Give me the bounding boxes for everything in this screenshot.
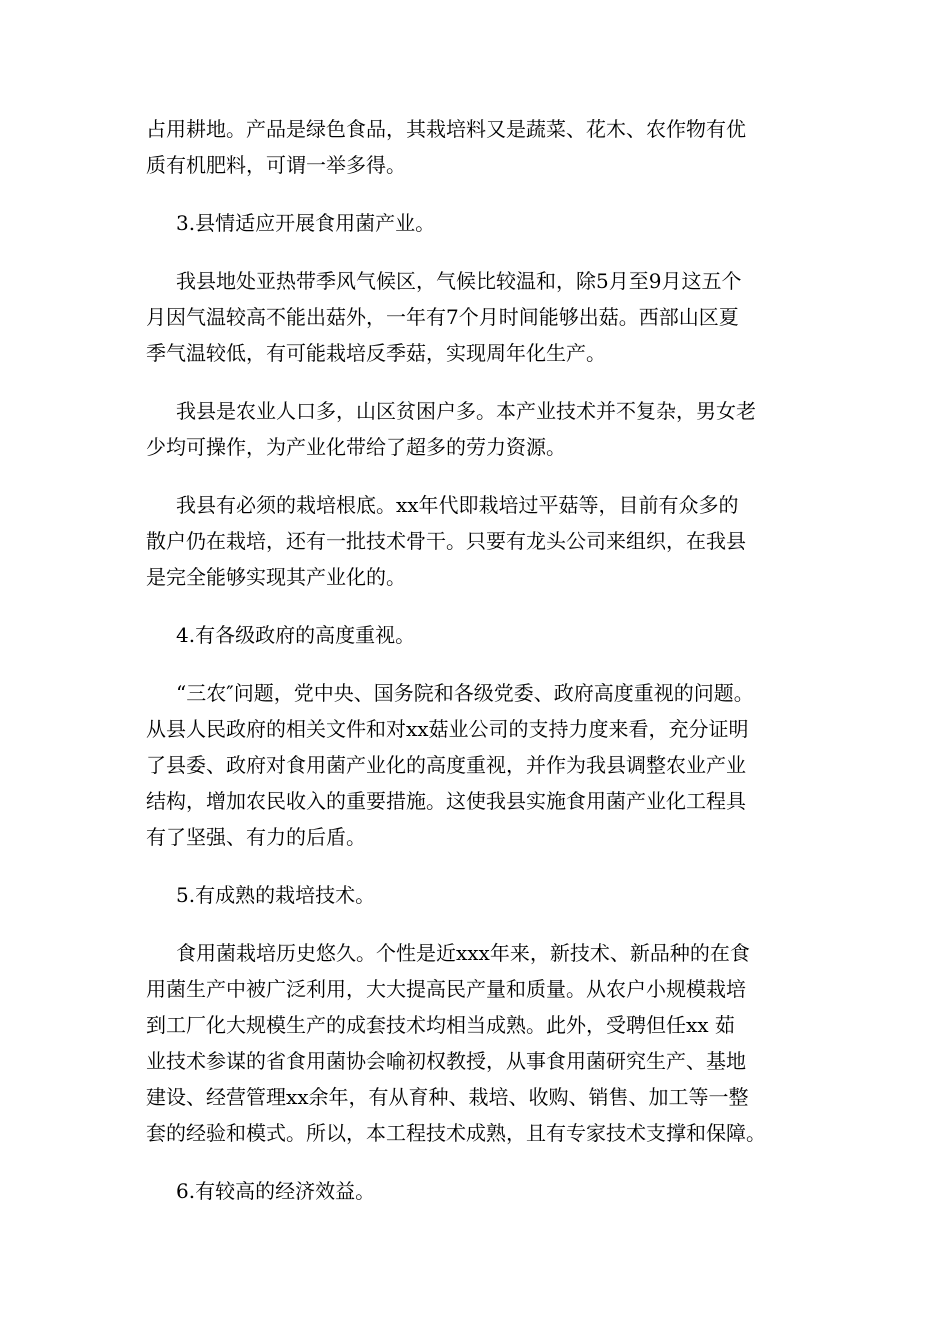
heading-6 xyxy=(146,1173,814,1209)
heading-5 xyxy=(146,877,814,913)
text-line: 季气温较低，有可能栽培反季菇，实现周年化生产。 xyxy=(146,341,606,365)
text-line: 质有机肥料，可谓一举多得。 xyxy=(146,153,406,177)
paragraph-technology xyxy=(146,935,814,1151)
section-heading: 6.有较高的经济效益。 xyxy=(176,1179,376,1203)
text-line: 了县委、政府对食用菌产业化的高度重视，并作为我县调整农业产业 xyxy=(146,753,746,777)
text-line: 套的经验和模式。所以，本工程技术成熟，且有专家技术支撑和保障。 xyxy=(146,1121,766,1145)
text-line: 从县人民政府的相关文件和对xx菇业公司的支持力度来看，充分证明 xyxy=(146,717,749,741)
paragraph-government xyxy=(146,675,814,855)
document-page xyxy=(146,111,814,1231)
text-line: 我县是农业人口多，山区贫困户多。本产业技术并不复杂，男女老 xyxy=(176,399,756,423)
text-line: 我县有必须的栽培根底。xx年代即栽培过平菇等，目前有众多的 xyxy=(176,493,739,517)
section-heading: 5.有成熟的栽培技术。 xyxy=(176,883,376,907)
text-line: 月因气温较高不能出菇外，一年有7个月时间能够出菇。西部山区夏 xyxy=(146,305,739,329)
text-line: 有了坚强、有力的后盾。 xyxy=(146,825,366,849)
text-line: “三农″问题，党中央、国务院和各级党委、政府高度重视的问题。 xyxy=(176,681,754,705)
text-line: 食用菌栽培历史悠久。个性是近xxx年来，新技术、新品种的在食 xyxy=(176,941,750,965)
text-line: 业技术参谋的省食用菌协会喻初权教授，从事食用菌研究生产、基地 xyxy=(146,1049,746,1073)
section-heading: 4.有各级政府的高度重视。 xyxy=(176,623,416,647)
paragraph-climate xyxy=(146,263,814,371)
text-line: 结构，增加农民收入的重要措施。这使我县实施食用菌产业化工程具 xyxy=(146,789,746,813)
text-line: 少均可操作，为产业化带给了超多的劳力资源。 xyxy=(146,435,566,459)
text-line: 是完全能够实现其产业化的。 xyxy=(146,565,406,589)
text-line: 占用耕地。产品是绿色食品，其栽培料又是蔬菜、花木、农作物有优 xyxy=(146,117,746,141)
paragraph-foundation xyxy=(146,487,814,595)
text-line: 到工厂化大规模生产的成套技术均相当成熟。此外，受聘但任xx 茹 xyxy=(146,1013,735,1037)
text-line: 我县地处亚热带季风气候区，气候比较温和，除5月至9月这五个 xyxy=(176,269,742,293)
heading-4 xyxy=(146,617,814,653)
paragraph-1 xyxy=(146,111,814,183)
section-heading: 3.县情适应开展食用菌产业。 xyxy=(176,211,436,235)
paragraph-population xyxy=(146,393,814,465)
text-line: 用菌生产中被广泛利用，大大提高民产量和质量。从农户小规模栽培 xyxy=(146,977,746,1001)
text-line: 散户仍在栽培，还有一批技术骨干。只要有龙头公司来组织，在我县 xyxy=(146,529,746,553)
heading-3 xyxy=(146,205,814,241)
text-line: 建设、经营管理xx余年，有从育种、栽培、收购、销售、加工等一整 xyxy=(146,1085,749,1109)
